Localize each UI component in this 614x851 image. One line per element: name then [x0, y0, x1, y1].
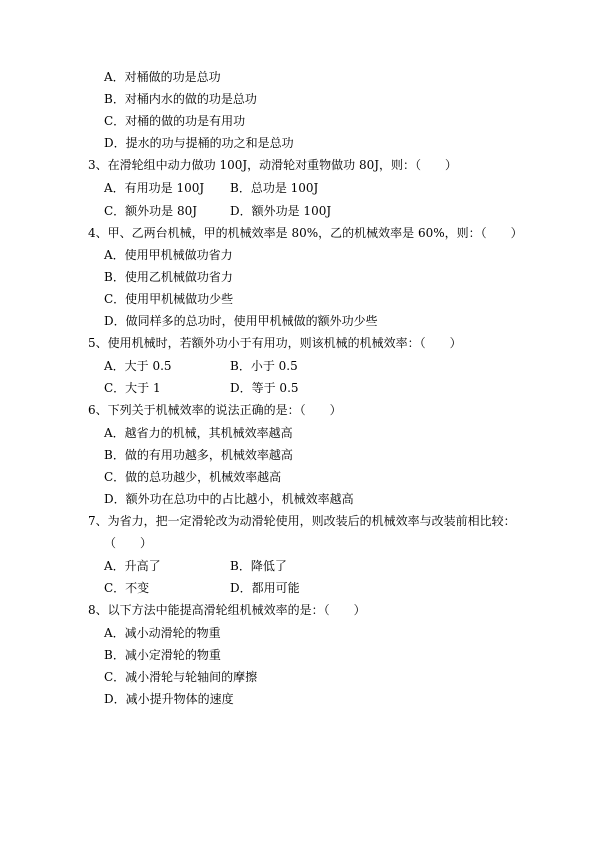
q6-option-d: D．额外功在总功中的占比越小，机械效率越高 — [104, 492, 354, 506]
q2-option-b: B．对桶内水的做的功是总功 — [104, 92, 257, 106]
q7-option-c: C．不变 — [104, 581, 150, 595]
q4-option-d: D．做同样多的总功时，使用甲机械做的额外功少些 — [104, 314, 378, 328]
q7-option-b: B．降低了 — [230, 559, 287, 573]
q4-stem: 4、甲、乙两台机械，甲的机械效率是 80%，乙的机械效率是 60%，则：（ ） — [88, 226, 523, 240]
q7-option-a: A．升高了 — [104, 559, 161, 573]
q3-option-d: D．额外功是 100J — [230, 204, 332, 218]
q8-option-b: B．减小定滑轮的物重 — [104, 648, 221, 662]
q8-stem: 8、以下方法中能提高滑轮组机械效率的是：（ ） — [88, 603, 366, 617]
q5-option-c: C．大于 1 — [104, 381, 161, 395]
q7-option-d: D．都用可能 — [230, 581, 300, 595]
q5-option-d: D．等于 0.5 — [230, 381, 299, 395]
q6-option-c: C．做的总功越少，机械效率越高 — [104, 470, 282, 484]
q5-option-b: B．小于 0.5 — [230, 359, 298, 373]
q8-option-c: C．减小滑轮与轮轴间的摩擦 — [104, 670, 258, 684]
q4-option-c: C．使用甲机械做功少些 — [104, 292, 234, 306]
q3-option-c: C．额外功是 80J — [104, 204, 198, 218]
q2-option-c: C．对桶的做的功是有用功 — [104, 114, 246, 128]
q7-stem: 7、为省力，把一定滑轮改为动滑轮使用，则改装后的机械效率与改装前相比较： — [88, 514, 516, 528]
q3-option-a: A．有用功是 100J — [104, 181, 205, 195]
q7-stem-continued: （ ） — [104, 536, 153, 550]
q5-option-a: A．大于 0.5 — [104, 359, 172, 373]
q6-stem: 6、下列关于机械效率的说法正确的是：（ ） — [88, 403, 342, 417]
q8-option-a: A．减小动滑轮的物重 — [104, 626, 221, 640]
q2-option-a: A．对桶做的功是总功 — [104, 70, 221, 84]
q3-stem: 3、在滑轮组中动力做功 100J，动滑轮对重物做功 80J，则：（ ） — [88, 158, 458, 172]
q6-option-a: A．越省力的机械，其机械效率越高 — [104, 426, 293, 440]
q8-option-d: D．减小提升物体的速度 — [104, 692, 234, 706]
q4-option-a: A．使用甲机械做功省力 — [104, 248, 233, 262]
q5-stem: 5、使用机械时，若额外功小于有用功，则该机械的机械效率：（ ） — [88, 336, 462, 350]
q3-option-b: B．总功是 100J — [230, 181, 319, 195]
q4-option-b: B．使用乙机械做功省力 — [104, 270, 233, 284]
q2-option-d: D．提水的功与提桶的功之和是总功 — [104, 136, 294, 150]
q6-option-b: B．做的有用功越多，机械效率越高 — [104, 448, 293, 462]
